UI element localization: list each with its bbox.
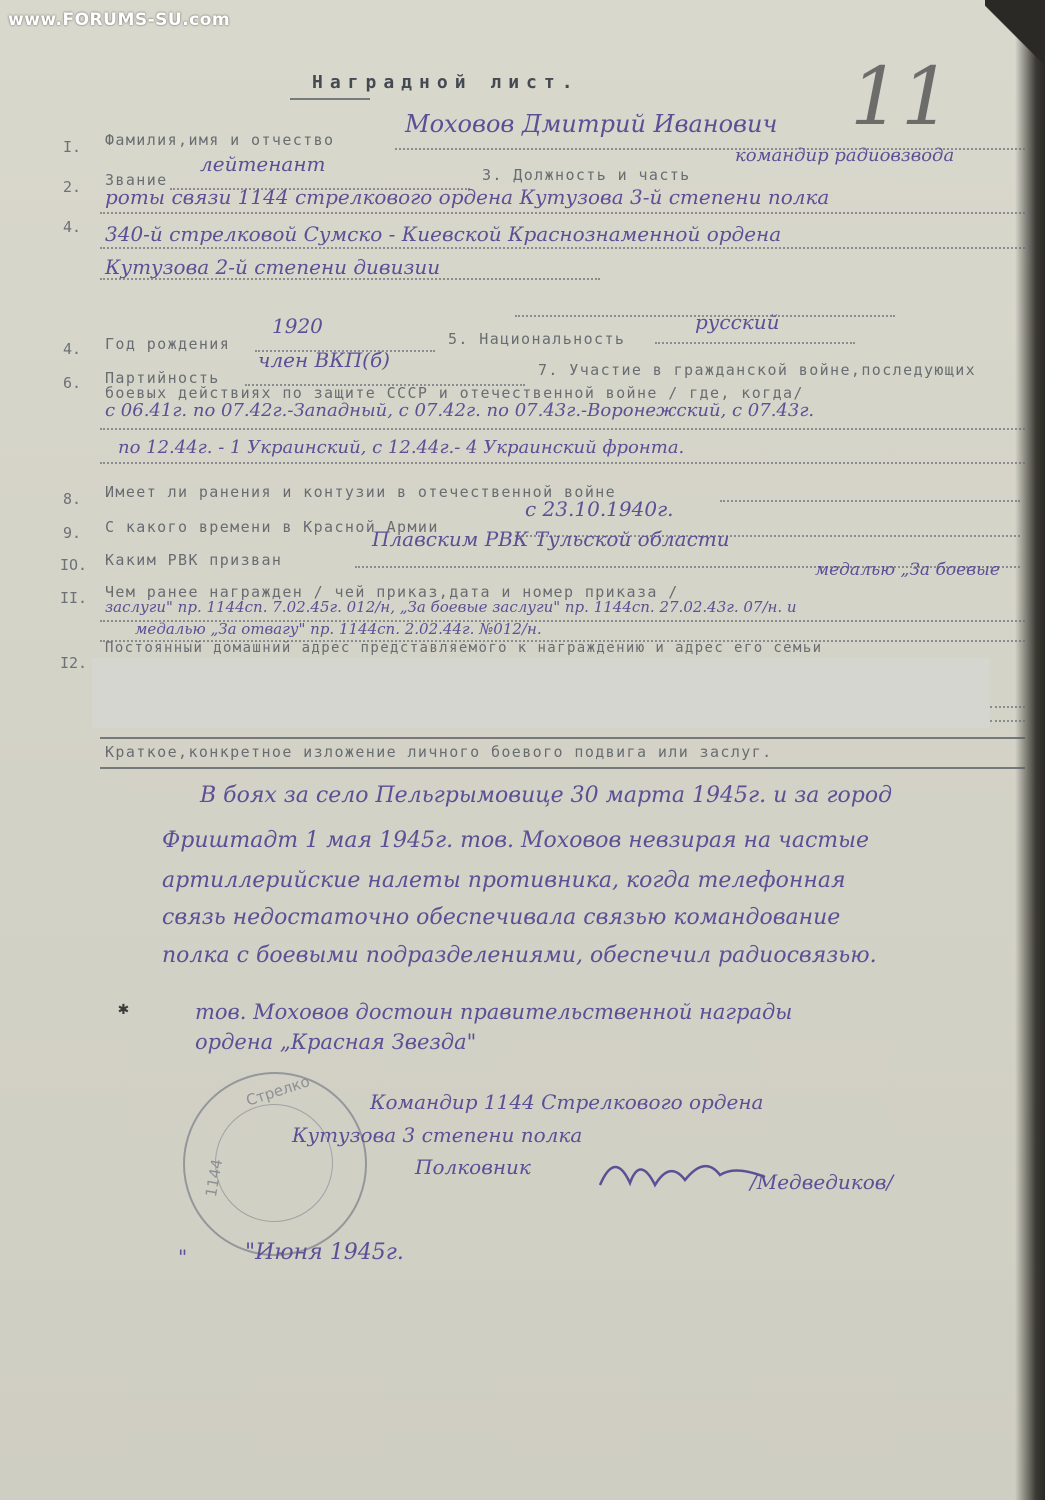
field-label-rank: Звание [105, 171, 168, 189]
field-line-position-3 [100, 278, 600, 280]
signature-rank: Полковник [415, 1155, 531, 1179]
field-line-address-2 [990, 720, 1025, 722]
field-label-position: 3. Должность и часть [482, 166, 691, 184]
sheet-number: 11 [850, 50, 952, 143]
field-label-awards: Чем ранее награжден / чей приказ,дата и номер приказа / [105, 583, 679, 601]
field-value-position-cont-3: Кутузова 2-й степени дивизии [105, 255, 441, 279]
summary-label: Краткое,конкретное изложение личного боевого подвига или заслуг. [105, 743, 773, 761]
field-label-wounds: Имеет ли ранения и контузии в отечественной войне [105, 483, 617, 501]
field-label-war-participation-2: боевых действиях по защите СССР и отечественной войне / где, когда/ [105, 384, 804, 402]
field-label-war-participation: 7. Участие в гражданской войне,последующих [538, 361, 977, 379]
field-number-4a: 4. [63, 218, 82, 236]
field-value-war-2: по 12.44г. - 1 Украинский, с 12.44г.- 4 Украинский фронта. [118, 437, 685, 458]
field-line-wounds [720, 500, 1020, 502]
field-label-birth-year: Год рождения [105, 335, 231, 353]
signatory-name: /Медведиков/ [750, 1170, 894, 1194]
narrative-line-2: Фриштадт 1 мая 1945г. тов. Моховов невзирая на частые [162, 828, 870, 853]
stamp-emblem [215, 1104, 333, 1222]
site-watermark: www.FORUMS-SU.com [8, 10, 231, 30]
field-value-nationality: русский [695, 310, 780, 334]
field-line-war-2 [100, 462, 1025, 464]
field-number-4b: 4. [63, 340, 82, 358]
field-number-11: II. [60, 589, 88, 607]
field-line-war-1 [100, 428, 1025, 430]
date-quote: " [178, 1245, 188, 1269]
field-value-awards-2: медалью „За отвагу" пр. 1144сп. 2.02.44г. №012/н. [135, 620, 542, 638]
section-divider-top [100, 737, 1025, 739]
narrative-line-1: В боях за село Пельгрымовице 30 марта 1945г. и за город [200, 783, 893, 808]
field-value-position-cont-1: роты связи 1144 стрелкового ордена Кутузова 3-й степени полка [105, 185, 830, 209]
margin-mark: ✱ [118, 998, 129, 1019]
redacted-address-block [92, 658, 990, 728]
narrative-line-5: полка с боевыми подразделениями, обеспечил радиосвязью. [162, 943, 877, 968]
field-value-party: член ВКП(б) [258, 348, 390, 372]
field-line-position-2 [100, 247, 1025, 249]
field-label-name: Фамилия,имя и отчество [105, 131, 335, 149]
date: "Июня 1945г. [245, 1240, 404, 1265]
field-line-address-1 [990, 706, 1025, 708]
field-value-awards-0: медалью „За боевые [815, 560, 1000, 580]
title-underline [290, 98, 370, 100]
field-number-8: 8. [63, 490, 82, 508]
field-value-position: командир радиовзвода [735, 145, 955, 166]
scan-edge-shadow [1015, 0, 1045, 1500]
conclusion-line-1: тов. Моховов достоин правительственной награды [195, 1000, 793, 1024]
stamp-text: Стрелко [243, 1072, 312, 1110]
narrative-line-4: связь недостаточно обеспечивала связью командование [162, 905, 841, 930]
conclusion-line-2: ордена „Красная Звезда" [195, 1030, 477, 1054]
field-number-1: I. [63, 138, 82, 156]
field-number-9: 9. [63, 524, 82, 542]
field-value-war-1: с 06.41г. по 07.42г.-Западный, с 07.42г. по 07.43г.-Воронежский, с 07.43г. [105, 400, 815, 421]
handwritten-signature [595, 1145, 775, 1205]
field-value-birth-year: 1920 [272, 314, 323, 338]
section-divider-bottom [100, 767, 1025, 769]
field-number-12: I2. [60, 654, 88, 672]
field-number-6: 6. [63, 374, 82, 392]
field-value-rank: лейтенант [200, 152, 326, 176]
field-label-nationality: 5. Национальность [448, 330, 626, 348]
folded-corner [985, 0, 1045, 70]
field-number-10: IO. [60, 556, 88, 574]
narrative-line-3: артиллерийские налеты противника, когда телефонная [162, 868, 846, 893]
field-label-party: Партийность [105, 369, 220, 387]
field-value-awards-1: заслуги" пр. 1144сп. 7.02.45г. 012/н, „За боевые заслуги" пр. 1144сп. 27.02.43г. 07/н. и [105, 598, 797, 616]
field-line-nationality [655, 342, 855, 344]
signature-title-1: Командир 1144 Стрелкового ордена [370, 1090, 764, 1114]
field-label-address: Постоянный домашний адрес представляемого к награждению и адрес его семьи [105, 640, 823, 656]
field-value-army-since: с 23.10.1940г. [525, 497, 674, 521]
field-line-position-1 [100, 212, 1025, 214]
document-title: Наградной лист. [312, 72, 580, 93]
field-number-2: 2. [63, 178, 82, 196]
stamp-number: 1144 [201, 1157, 227, 1199]
field-label-rvk: Каким РВК призван [105, 551, 283, 569]
field-value-rvk: Плавским РВК Тульской области [372, 527, 730, 551]
field-value-position-cont-2: 340-й стрелковой Сумско - Киевской Краснознаменной ордена [105, 222, 782, 246]
official-stamp [183, 1072, 367, 1256]
signature-title-2: Кутузова 3 степени полка [292, 1123, 583, 1147]
field-label-army-since: С какого времени в Красной Армии [105, 518, 439, 536]
field-value-name: Моховов Дмитрий Иванович [405, 110, 778, 138]
